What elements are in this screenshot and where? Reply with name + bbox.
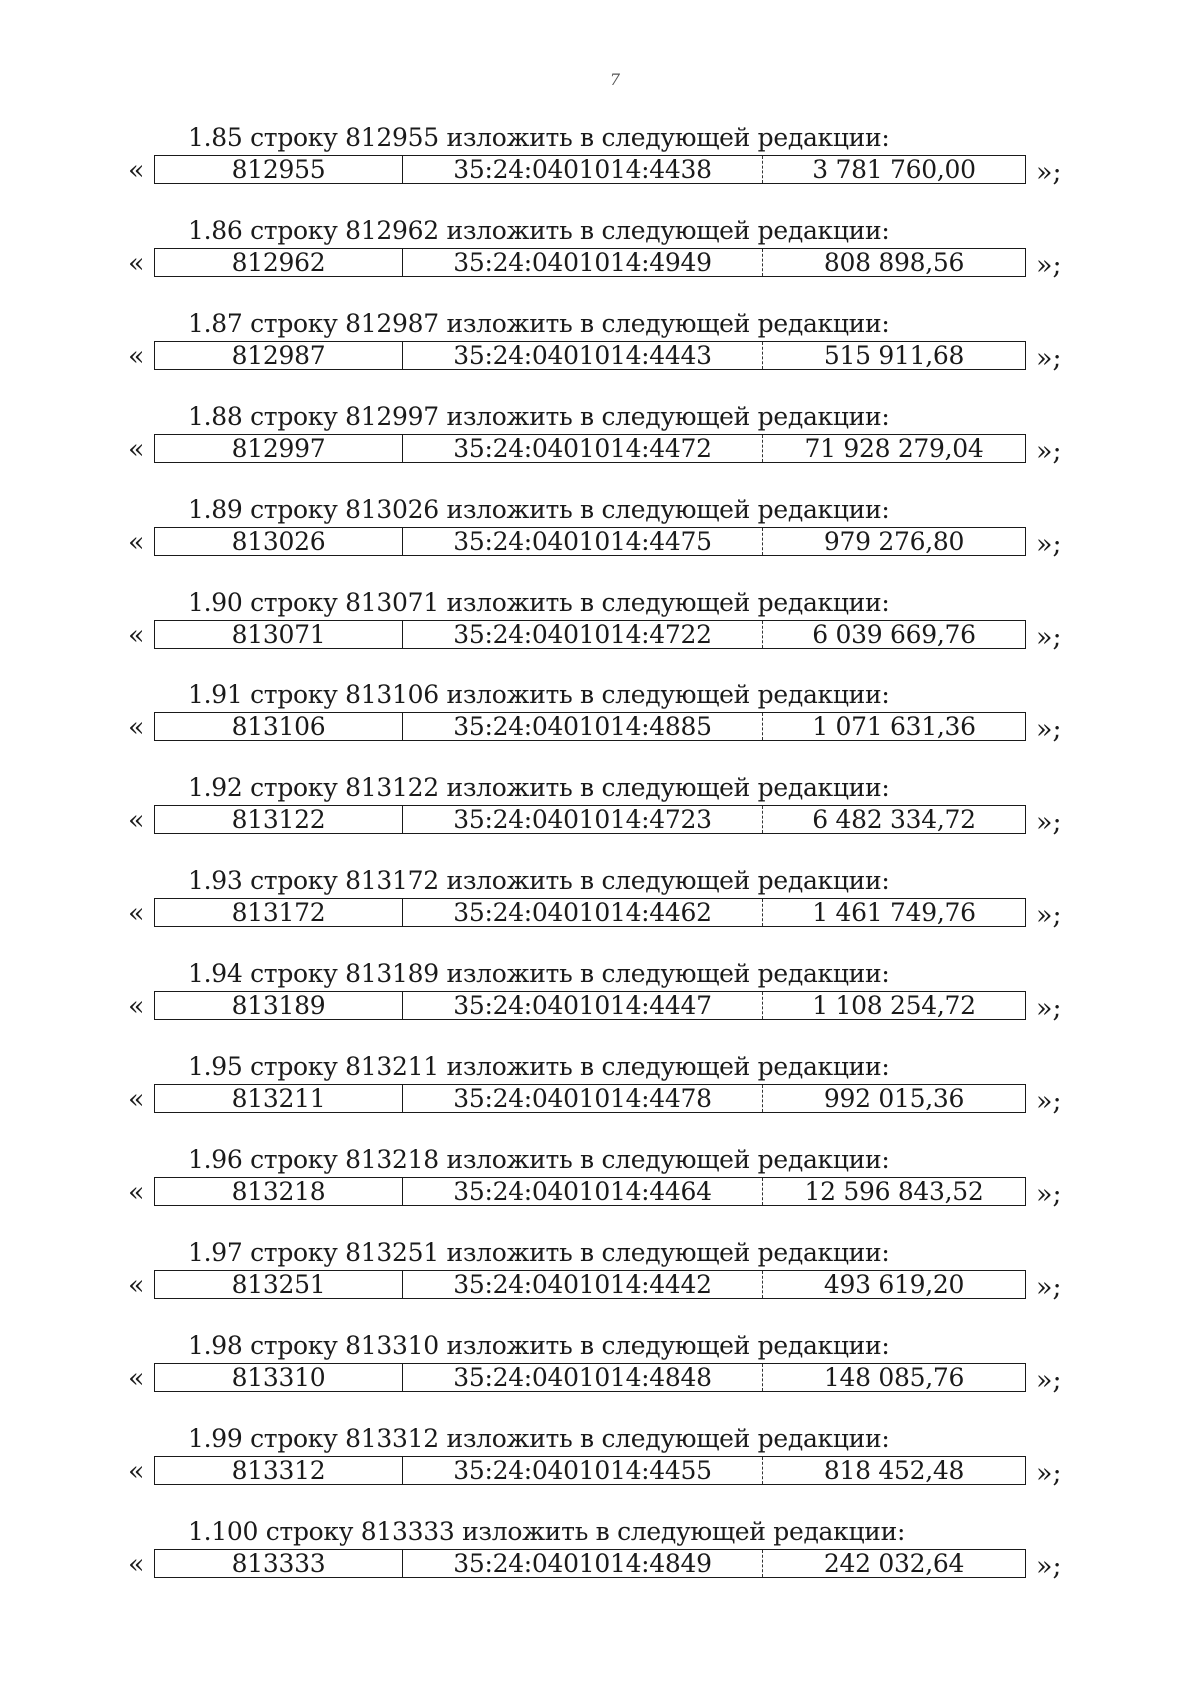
- opening-quote: «: [128, 1176, 145, 1208]
- amendment-instruction: 1.91 строку 813106 изложить в следующей редакции:: [188, 680, 890, 710]
- amount-cell: 515 911,68: [823, 340, 965, 370]
- row-code-cell: 812997: [155, 435, 403, 462]
- cadastral-number-cell: 35:24:0401014:4723: [403, 806, 763, 833]
- opening-quote: «: [128, 805, 145, 837]
- amount-cell: 1 461 749,76: [812, 898, 976, 928]
- table-row: [154, 1363, 1026, 1392]
- cadastral-number-cell: 35:24:0401014:4464: [403, 1178, 763, 1205]
- table-row: [154, 1084, 1026, 1113]
- amendment-instruction: 1.87 строку 812987 изложить в следующей редакции:: [188, 308, 890, 338]
- amendment-item: [0, 1239, 1200, 1309]
- opening-quote: «: [128, 340, 145, 372]
- table-row: [154, 620, 1026, 649]
- table-row: [154, 712, 1026, 741]
- opening-quote: «: [128, 1455, 145, 1487]
- amendment-item: [0, 403, 1200, 473]
- row-code-cell: 813333: [155, 1550, 403, 1577]
- amendment-item: [0, 1146, 1200, 1216]
- cadastral-number-cell: 35:24:0401014:4848: [403, 1364, 763, 1391]
- table-row: [154, 1456, 1026, 1485]
- row-code-cell: 812962: [155, 249, 403, 276]
- amendment-instruction: 1.95 строку 813211 изложить в следующей редакции:: [188, 1052, 890, 1081]
- row-code-cell: 813172: [155, 899, 403, 926]
- closing-quote: »;: [1036, 528, 1062, 560]
- closing-quote: »;: [1036, 621, 1062, 653]
- amendment-instruction: 1.97 строку 813251 изложить в следующей редакции:: [188, 1237, 890, 1267]
- table-row: [154, 991, 1026, 1020]
- amendment-instruction: 1.96 строку 813218 изложить в следующей редакции:: [188, 1144, 890, 1174]
- opening-quote: «: [128, 433, 145, 465]
- row-code-cell: 813312: [155, 1457, 403, 1484]
- closing-quote: »;: [1036, 1178, 1062, 1210]
- table-row: [154, 434, 1026, 463]
- cadastral-number-cell: 35:24:0401014:4442: [403, 1271, 763, 1298]
- opening-quote: «: [128, 1084, 145, 1115]
- amount-cell: 242 032,64: [823, 1548, 965, 1578]
- amendment-instruction: 1.94 строку 813189 изложить в следующей редакции:: [188, 959, 890, 989]
- closing-quote: »;: [1036, 993, 1062, 1025]
- cadastral-number-cell: 35:24:0401014:4478: [403, 1085, 763, 1112]
- cadastral-number-cell: 35:24:0401014:4949: [403, 249, 763, 276]
- amendment-item: [0, 774, 1200, 844]
- amount-cell: 992 015,36: [823, 1084, 965, 1113]
- row-code-cell: 813218: [155, 1178, 403, 1205]
- opening-quote: «: [128, 526, 145, 558]
- opening-quote: «: [128, 1548, 145, 1580]
- amendment-item: [0, 681, 1200, 751]
- closing-quote: »;: [1036, 714, 1062, 746]
- opening-quote: «: [128, 1269, 145, 1301]
- table-row: [154, 248, 1026, 277]
- table-row: [154, 341, 1026, 370]
- amount-cell: 12 596 843,52: [804, 1176, 984, 1206]
- amount-cell: 979 276,80: [823, 526, 965, 556]
- row-code-cell: 813106: [155, 713, 403, 740]
- table-row: [154, 527, 1026, 556]
- closing-quote: »;: [1036, 249, 1062, 281]
- amendment-item: [0, 1425, 1200, 1495]
- closing-quote: »;: [1036, 900, 1062, 932]
- cadastral-number-cell: 35:24:0401014:4438: [403, 156, 763, 183]
- amount-cell: 818 452,48: [823, 1455, 965, 1485]
- closing-quote: »;: [1036, 1271, 1062, 1303]
- closing-quote: »;: [1036, 1086, 1062, 1117]
- row-code-cell: 813026: [155, 528, 403, 555]
- table-row: [154, 805, 1026, 834]
- amendment-instruction: 1.90 строку 813071 изложить в следующей редакции:: [188, 587, 890, 617]
- amendment-item: [0, 960, 1200, 1030]
- amount-cell: 6 039 669,76: [812, 619, 976, 649]
- closing-quote: »;: [1036, 342, 1062, 374]
- amendment-item: [0, 1053, 1200, 1123]
- cadastral-number-cell: 35:24:0401014:4462: [403, 899, 763, 926]
- amendment-item: [0, 310, 1200, 380]
- amount-cell: 493 619,20: [823, 1269, 965, 1299]
- row-code-cell: 813189: [155, 992, 403, 1019]
- closing-quote: »;: [1036, 1457, 1062, 1489]
- cadastral-number-cell: 35:24:0401014:4443: [403, 342, 763, 369]
- closing-quote: »;: [1036, 157, 1062, 188]
- row-code-cell: 813310: [155, 1364, 403, 1391]
- amendment-instruction: 1.98 строку 813310 изложить в следующей редакции:: [188, 1330, 890, 1360]
- amendment-item: [0, 496, 1200, 566]
- opening-quote: «: [128, 712, 145, 744]
- amendment-instruction: 1.89 строку 813026 изложить в следующей редакции:: [188, 494, 890, 524]
- closing-quote: »;: [1036, 435, 1062, 467]
- closing-quote: »;: [1036, 807, 1062, 839]
- table-row: [154, 155, 1026, 184]
- amount-cell: 808 898,56: [823, 247, 965, 277]
- amendment-instruction: 1.85 строку 812955 изложить в следующей редакции:: [188, 123, 890, 152]
- amendment-item: [0, 867, 1200, 937]
- row-code-cell: 813122: [155, 806, 403, 833]
- amendment-instruction: 1.92 строку 813122 изложить в следующей редакции:: [188, 773, 890, 803]
- cadastral-number-cell: 35:24:0401014:4472: [403, 435, 763, 462]
- amendment-instruction: 1.86 строку 812962 изложить в следующей редакции:: [188, 215, 890, 245]
- opening-quote: «: [128, 1362, 145, 1394]
- row-code-cell: 813211: [155, 1085, 403, 1112]
- amount-cell: 3 781 760,00: [812, 155, 976, 184]
- row-code-cell: 813251: [155, 1271, 403, 1298]
- opening-quote: «: [128, 619, 145, 651]
- amendment-item: [0, 589, 1200, 659]
- amendment-instruction: 1.100 строку 813333 изложить в следующей редакции:: [188, 1516, 906, 1546]
- amount-cell: 1 108 254,72: [812, 991, 976, 1021]
- amendment-instruction: 1.93 строку 813172 изложить в следующей редакции:: [188, 866, 890, 896]
- closing-quote: »;: [1036, 1550, 1062, 1582]
- cadastral-number-cell: 35:24:0401014:4722: [403, 621, 763, 648]
- opening-quote: «: [128, 247, 145, 279]
- cadastral-number-cell: 35:24:0401014:4475: [403, 528, 763, 555]
- amendment-instruction: 1.88 строку 812997 изложить в следующей редакции:: [188, 401, 890, 431]
- amendment-item: [0, 1332, 1200, 1402]
- amount-cell: 1 071 631,36: [812, 712, 976, 742]
- table-row: [154, 1270, 1026, 1299]
- row-code-cell: 812987: [155, 342, 403, 369]
- table-row: [154, 1177, 1026, 1206]
- amendment-instruction: 1.99 строку 813312 изложить в следующей редакции:: [188, 1423, 890, 1453]
- amount-cell: 148 085,76: [823, 1362, 965, 1392]
- cadastral-number-cell: 35:24:0401014:4447: [403, 992, 763, 1019]
- amendment-item: [0, 217, 1200, 287]
- page-number: 7: [609, 70, 621, 89]
- cadastral-number-cell: 35:24:0401014:4849: [403, 1550, 763, 1577]
- table-row: [154, 1549, 1026, 1578]
- amendment-item: [0, 124, 1200, 194]
- cadastral-number-cell: 35:24:0401014:4455: [403, 1457, 763, 1484]
- row-code-cell: 813071: [155, 621, 403, 648]
- cadastral-number-cell: 35:24:0401014:4885: [403, 713, 763, 740]
- opening-quote: «: [128, 155, 145, 186]
- opening-quote: «: [128, 898, 145, 930]
- closing-quote: »;: [1036, 1364, 1062, 1396]
- amount-cell: 6 482 334,72: [812, 805, 976, 835]
- amendment-item: [0, 1518, 1200, 1588]
- amount-cell: 71 928 279,04: [804, 433, 984, 463]
- opening-quote: «: [128, 991, 145, 1023]
- table-row: [154, 898, 1026, 927]
- row-code-cell: 812955: [155, 156, 403, 183]
